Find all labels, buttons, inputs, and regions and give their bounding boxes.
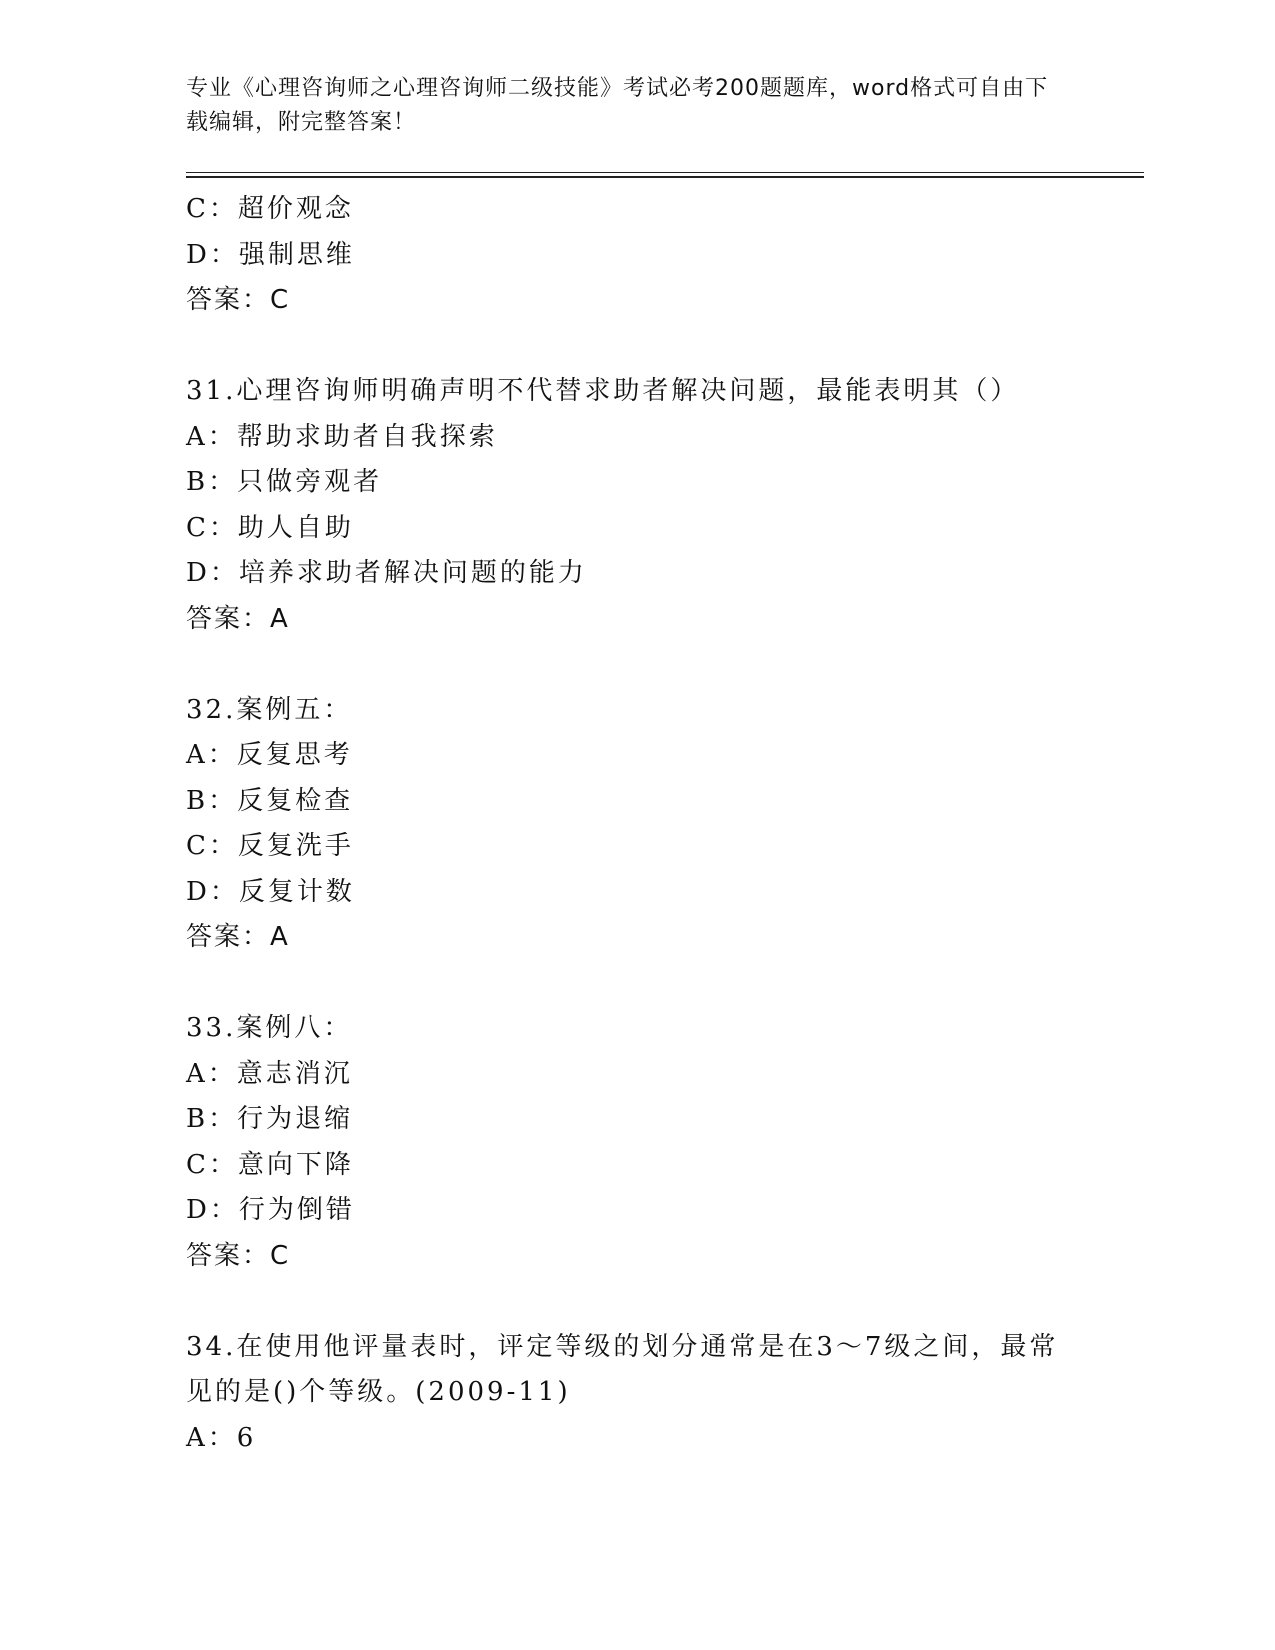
question-stem-line-1: 34.在使用他评量表时，评定等级的划分通常是在3～7级之间，最常 [186, 1331, 1059, 1362]
question-stem: 31.心理咨询师明确声明不代替求助者解决问题，最能表明其（） [186, 376, 1020, 406]
option-a: A：反复思考 [186, 740, 353, 770]
question-stem: 32.案例五： [186, 694, 353, 725]
option-d: D：行为倒错 [186, 1195, 355, 1225]
option-d: D：强制思维 [186, 239, 355, 270]
header-divider-thick [186, 176, 1144, 178]
option-d: D：反复计数 [186, 876, 355, 907]
option-a: A：6 [186, 1422, 257, 1453]
option-c: C：助人自助 [186, 512, 354, 543]
option-c: C：意向下降 [186, 1149, 354, 1180]
answer-line: 答案：A [186, 922, 290, 952]
answer-line: 答案：C [186, 285, 291, 315]
option-b: B：行为退缩 [186, 1104, 354, 1134]
answer-line: 答案：C [186, 1240, 291, 1271]
header-divider-thin [186, 172, 1144, 173]
option-b: B：反复检查 [186, 785, 354, 816]
option-b: B：只做旁观者 [186, 467, 383, 497]
answer-line: 答案：A [186, 603, 290, 634]
question-list [186, 187, 1086, 1461]
option-c: C：超价观念 [186, 194, 354, 224]
document-header: 专业《心理咨询师之心理咨询师二级技能》考试必考200题题库，word格式可自由下载编辑，附完整答案！ [186, 76, 1049, 135]
question-stem: 33.案例八： [186, 1013, 353, 1043]
question-stem-line-2: 见的是()个等级。(2009-11) [186, 1377, 571, 1407]
option-a: A：帮助求助者自我探索 [186, 421, 498, 452]
option-c: C：反复洗手 [186, 831, 354, 861]
option-d: D：培养求助者解决问题的能力 [186, 558, 587, 588]
option-a: A：意志消沉 [186, 1058, 353, 1089]
